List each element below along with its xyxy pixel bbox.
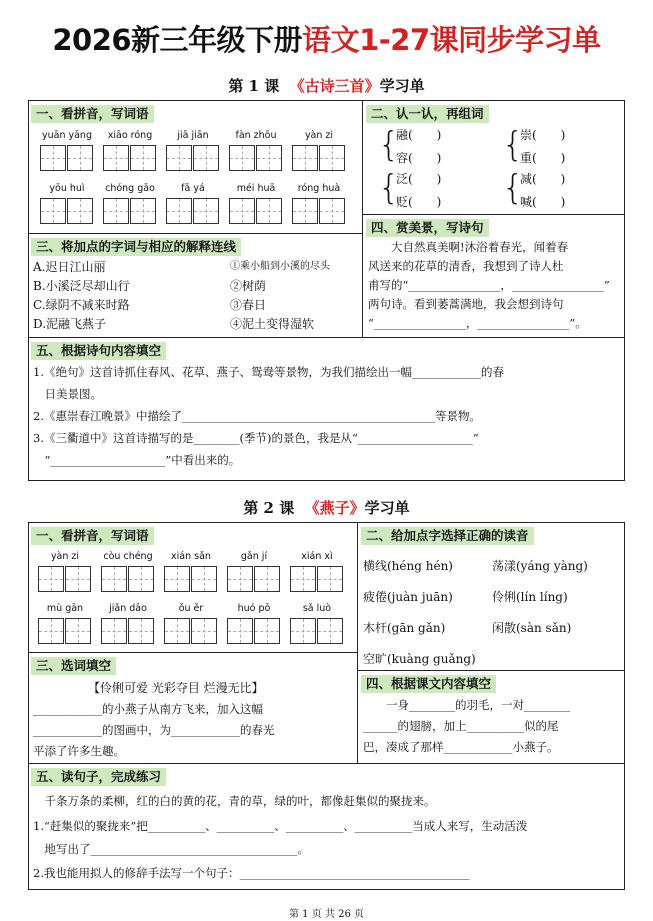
pinyin-label: yuān yāng: [41, 130, 92, 141]
l1-s4-line: “________________，________________”。: [368, 316, 587, 330]
l1-s4-line: 风送来的花草的清香，我想到了诗人杜: [368, 259, 564, 273]
writing-cell[interactable]: [319, 145, 345, 171]
writing-cell[interactable]: [227, 618, 253, 644]
writing-cell[interactable]: [40, 198, 66, 224]
pinyin-label: yàn zi: [304, 130, 334, 141]
l2-s2-label: 二、给加点字选择正确的读音: [361, 527, 534, 545]
l1-s3-right: ②树荫: [230, 279, 267, 293]
l1-s2-item: 融( ): [396, 128, 442, 142]
l1-s5-line: “____________________”中看出来的。: [33, 453, 241, 467]
writing-cell[interactable]: [101, 618, 127, 644]
writing-cell[interactable]: [38, 618, 64, 644]
writing-cell[interactable]: [229, 198, 255, 224]
l2-s4-line: ______的翅膀，加上__________似的尾: [363, 719, 559, 733]
l2-s3-line: ____________的小燕子从南方飞来，加入这幅: [33, 702, 263, 716]
l1-s3-right: ③春日: [230, 298, 267, 312]
writing-cell[interactable]: [166, 145, 192, 171]
writing-cell[interactable]: [65, 566, 91, 592]
pinyin-label: jiā jiān: [177, 130, 209, 141]
l2-s4-label: 四、根据课文内容填空: [361, 675, 496, 693]
pinyin-label: ǒu ěr: [178, 603, 204, 614]
writing-cell[interactable]: [290, 566, 316, 592]
writing-cell[interactable]: [292, 198, 318, 224]
pinyin-label: còu chéng: [103, 551, 153, 562]
pinyin-label: fàn zhōu: [235, 130, 277, 141]
l1-s2-item: 容( ): [396, 151, 442, 165]
writing-cell[interactable]: [128, 566, 154, 592]
l1-s3-right: ①乘小船到小溪的尽头: [230, 261, 330, 272]
writing-cell[interactable]: [317, 618, 343, 644]
l2-s2-item: 木杆(gān gǎn): [363, 621, 446, 635]
writing-cell[interactable]: [67, 145, 93, 171]
lesson1-heading: 第 1 课 《古诗三首》学习单: [228, 77, 425, 95]
l1-s2-item: 贬( ): [396, 195, 442, 209]
writing-cell[interactable]: [130, 145, 156, 171]
l1-s3-left: B.小溪泛尽却山行: [33, 279, 130, 293]
l2-s5-line: 地写出了____________________________________。: [33, 842, 309, 856]
writing-cell[interactable]: [166, 198, 192, 224]
writing-cell[interactable]: [256, 198, 282, 224]
pinyin-label: yàn zi: [50, 551, 80, 562]
writing-cell[interactable]: [254, 566, 280, 592]
writing-cell[interactable]: [164, 566, 190, 592]
writing-cell[interactable]: [40, 145, 66, 171]
l1-s5-line: 1.《绝句》这首诗抓住春风、花草、燕子、鸳鸯等景物，为我们描绘出一幅____________的春: [33, 365, 504, 379]
l2-s2-item: 空旷(kuàng guǎng): [363, 652, 476, 666]
l2-s3-line: 平添了许多生趣。: [33, 744, 125, 758]
writing-cell[interactable]: [227, 566, 253, 592]
writing-cell[interactable]: [103, 198, 129, 224]
writing-cell[interactable]: [319, 198, 345, 224]
l1-s2-item: 重( ): [520, 151, 566, 165]
l1-s4-line: 甫写的“________________，________________”: [368, 278, 610, 292]
writing-cell[interactable]: [229, 145, 255, 171]
writing-cell[interactable]: [254, 618, 280, 644]
brace-icon: {: [378, 168, 400, 208]
l1-s1-label: 一、看拼音，写词语: [31, 105, 154, 123]
l2-s2-item: 疲倦(juàn juān): [363, 590, 453, 604]
writing-cell[interactable]: [292, 145, 318, 171]
l1-s4-line: 两句诗。看到萎蒿满地，我会想到诗句: [368, 297, 564, 311]
pinyin-label: huó pō: [237, 603, 271, 614]
l1-s5-line: 2.《惠崇春江晚景》中描绘了____________________________________________等景物。: [33, 409, 481, 423]
writing-cell[interactable]: [193, 198, 219, 224]
l1-s3-right: ④泥土变得湿软: [230, 317, 315, 331]
l1-s3-left: D.泥融飞燕子: [33, 317, 107, 331]
writing-cell[interactable]: [164, 618, 190, 644]
writing-cell[interactable]: [317, 566, 343, 592]
l2-s2-item: 伶俐(lín líng): [492, 590, 568, 604]
l2-s5-line: 1.“赶集似的聚拢来”把__________、__________、__________、__________当成人来写，生动活泼: [33, 819, 528, 833]
l1-s3-left: A.迟日江山丽: [33, 260, 106, 274]
l2-s4-line: 一身________的羽毛，一对________: [363, 698, 570, 712]
pinyin-label: xián sǎn: [171, 551, 211, 562]
l1-s4-line: 大自然真美啊!沐浴着春光，闻着春: [368, 240, 569, 254]
writing-cell[interactable]: [290, 618, 316, 644]
l1-s3-left: C.绿阴不减来时路: [33, 298, 130, 312]
l2-s5-line: 2.我也能用拟人的修辞手法写一个句子：________________________________________: [33, 866, 470, 880]
writing-cell[interactable]: [191, 566, 217, 592]
l1-s2-item: 崇( ): [520, 128, 566, 142]
writing-cell[interactable]: [191, 618, 217, 644]
l1-s5-line: 3.《三衢道中》这首诗描写的是________(季节)的景色，我是从“____________________”: [33, 431, 479, 445]
l2-s5-line: 千条万条的柔柳，红的白的黄的花，青的草，绿的叶，都像赶集似的聚拢来。: [33, 794, 436, 808]
pinyin-label: yōu huì: [49, 183, 85, 194]
pinyin-label: fā yá: [181, 183, 205, 194]
writing-cell[interactable]: [65, 618, 91, 644]
writing-cell[interactable]: [103, 145, 129, 171]
writing-cell[interactable]: [67, 198, 93, 224]
l2-s4-line: 巴，凑成了那样____________小燕子。: [363, 740, 559, 754]
l1-s4-label: 四、赏美景，写诗句: [366, 219, 489, 237]
pinyin-label: gǎn jí: [240, 551, 268, 562]
l1-s2-item: 喊( ): [520, 195, 566, 209]
brace-icon: {: [378, 125, 400, 165]
brace-icon: {: [502, 125, 524, 165]
l1-s2-item: 泛( ): [396, 172, 442, 186]
l2-s5-label: 五、读句子，完成练习: [31, 768, 166, 786]
pinyin-label: jiǎn dāo: [109, 603, 147, 614]
l2-s1-label: 一、看拼音，写词语: [31, 527, 154, 545]
lesson2-heading: 第 2 课 《燕子》学习单: [243, 499, 410, 517]
l1-s2-item: 减( ): [520, 172, 566, 186]
pinyin-label: mù gān: [46, 603, 84, 614]
l2-s3-label: 三、选词填空: [31, 657, 116, 675]
writing-cell[interactable]: [128, 618, 154, 644]
writing-cell[interactable]: [130, 198, 156, 224]
l1-s3-label: 三、将加点的字词与相应的解释连线: [31, 238, 241, 256]
page-footer: 第 1 页 共 26 页: [289, 909, 364, 920]
brace-icon: {: [502, 168, 524, 208]
l1-s5-label: 五、根据诗句内容填空: [31, 342, 166, 360]
page-title: 2026新三年级下册语文1-27课同步学习单: [52, 23, 601, 57]
l2-s2-item: 荡漾(yáng yàng): [492, 559, 588, 573]
l2-s2-item: 横线(héng hén): [363, 559, 453, 573]
pinyin-label: sǎ luò: [302, 603, 332, 614]
writing-cell[interactable]: [38, 566, 64, 592]
l2-s2-item: 闲散(sàn sǎn): [492, 621, 572, 635]
pinyin-label: róng huà: [297, 183, 341, 194]
l1-s2-label: 二、认一认，再组词: [366, 105, 489, 123]
l1-s5-line: 日美景图。: [33, 387, 102, 401]
l2-s3-words: 【伶俐可爱 光彩夺目 烂漫无比】: [88, 681, 264, 695]
l2-s3-line: ____________的图画中，为____________的春光: [33, 723, 275, 737]
pinyin-label: méi huā: [236, 183, 276, 194]
pinyin-label: xián xì: [301, 551, 333, 562]
writing-cell[interactable]: [193, 145, 219, 171]
pinyin-label: chóng gāo: [105, 183, 155, 194]
pinyin-label: xiāo róng: [107, 130, 153, 141]
writing-cell[interactable]: [256, 145, 282, 171]
writing-cell[interactable]: [101, 566, 127, 592]
